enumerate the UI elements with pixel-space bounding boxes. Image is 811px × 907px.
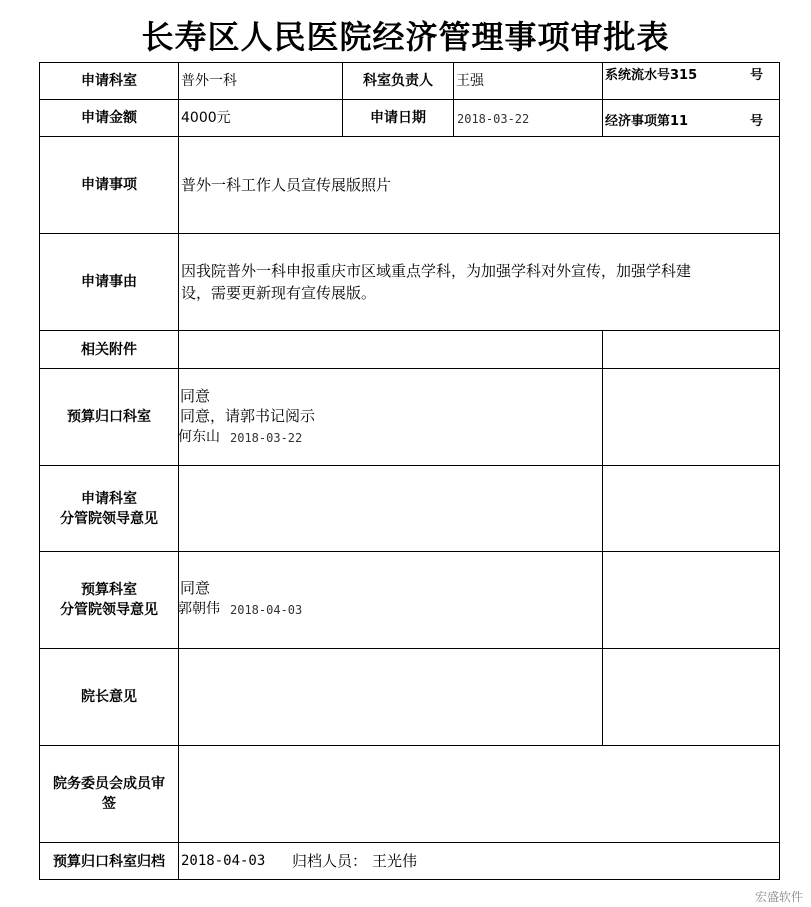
budget-leader-label [40,552,178,648]
budget-dept-label: 预算归口科室 [67,409,151,425]
committee-label-line-2: 签 [102,796,116,812]
reason-label: 申请事由 [81,274,137,290]
archive-person-label: 归档人员： [292,852,368,870]
amount-label: 申请金额 [81,110,137,126]
budget-leader-signer: 郭朝伟 [178,601,220,617]
archive-date: 2018-04-03 [181,853,266,869]
budget-dept-signer: 何东山 [178,429,220,445]
column-divider [178,62,179,880]
column-divider [602,62,603,136]
budget-leader-label-line-2: 分管院领导意见 [60,602,158,618]
manager-label: 科室负责人 [363,73,433,89]
budget-dept-opinion-2: 同意，请郭书记阅示 [180,407,316,425]
amount-value: 4000元 [181,110,231,126]
budget-leader-opinion: 同意 [180,579,211,597]
committee-label [40,746,178,842]
column-divider [602,330,603,745]
item-value: 普外一科工作人员宣传展版照片 [181,176,392,194]
serial-suffix: 号 [750,68,764,83]
column-divider [453,62,454,136]
budget-dept-date: 2018-03-22 [230,431,303,445]
attachments-label: 相关附件 [81,341,137,358]
date-label: 申请日期 [370,110,426,126]
dept-value: 普外一科 [181,73,237,89]
dept-leader-label-line-1: 申请科室 [81,490,137,507]
date-value: 2018-03-22 [457,112,530,126]
form-title: 长寿区人民医院经济管理事项审批表 [141,18,670,56]
budget-dept-opinion-1: 同意 [180,387,211,405]
committee-label-line-1: 院务委员会成员审 [53,776,165,792]
president-label: 院长意见 [81,689,137,705]
software-watermark: 宏盛软件 [754,890,803,904]
manager-value: 王强 [456,73,484,89]
dept-leader-label [40,466,178,551]
item-label: 申请事项 [81,177,137,193]
budget-leader-label-line-1: 预算科室 [81,582,137,598]
item-number-suffix: 号 [750,114,764,129]
item-number: 经济事项第11 [605,114,689,129]
reason-line-1: 因我院普外一科申报重庆市区域重点学科，为加强学科对外宣传，加强学科建 [181,262,692,280]
archive-label: 预算归口科室归档 [53,853,165,870]
dept-label: 申请科室 [81,73,137,89]
serial-number: 系统流水号315 [605,68,698,83]
reason-line-2: 设，需要更新现有宣传展版。 [181,284,377,302]
dept-leader-label-line-2: 分管院领导意见 [60,510,158,527]
archive-person: 王光伟 [372,852,418,870]
budget-leader-date: 2018-04-03 [230,603,303,617]
